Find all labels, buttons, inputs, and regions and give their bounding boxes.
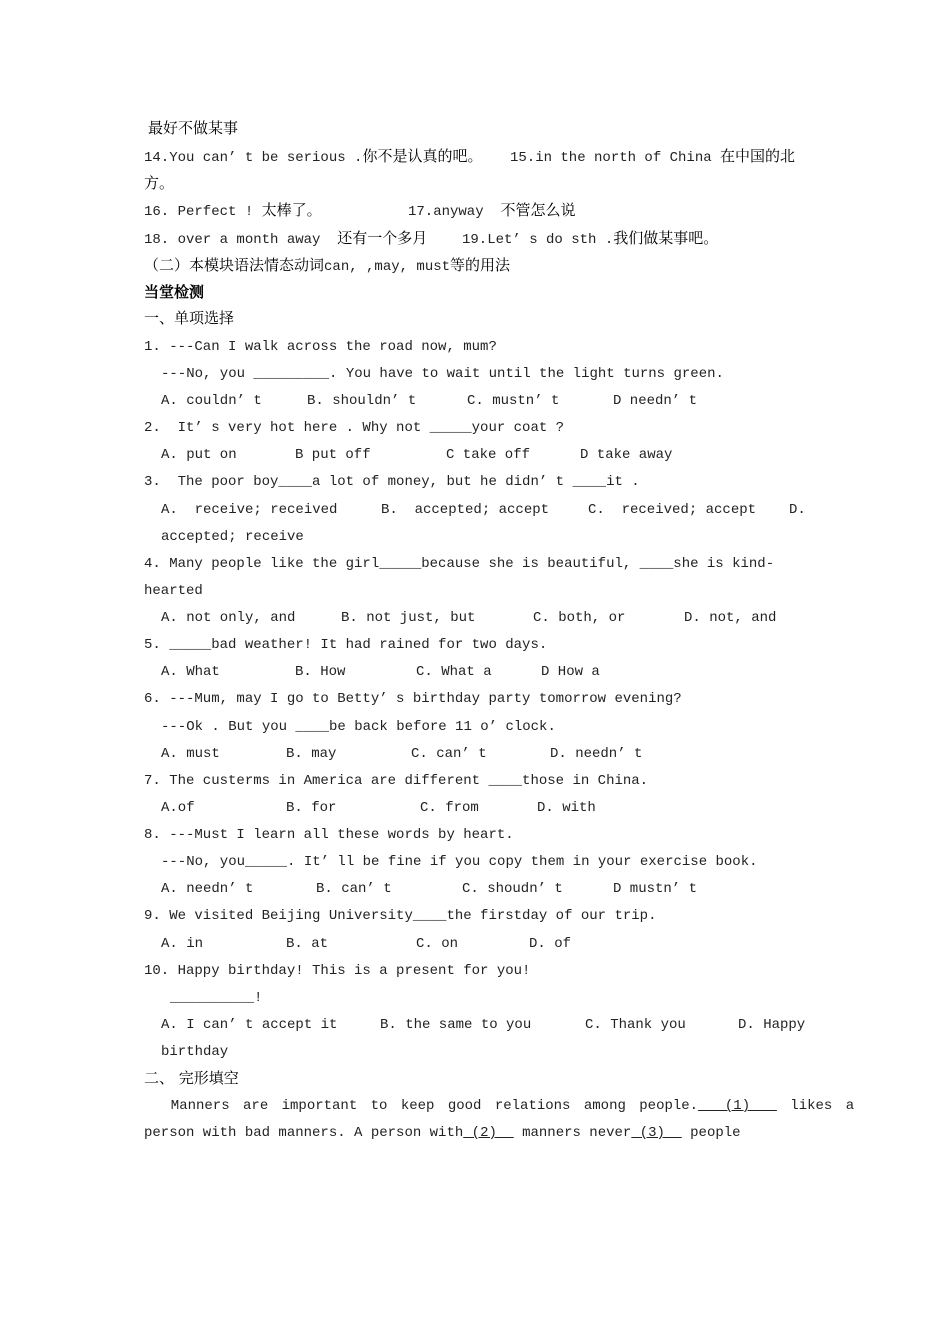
text: Manners are important to keep good relations among people. bbox=[144, 1098, 699, 1114]
question-5-option-B: B. How bbox=[295, 664, 346, 680]
question-9-option-D: D. of bbox=[529, 936, 572, 952]
question-2-option-A: A. put on bbox=[161, 447, 237, 463]
zh: 太棒了。 bbox=[261, 201, 322, 219]
question-6-option-B: B. may bbox=[286, 746, 337, 762]
question-8-text: 8. ---Must I learn all these words by heart. bbox=[144, 827, 514, 843]
question-6-option-D: D. needn’ t bbox=[550, 746, 643, 762]
vocab-18 bbox=[144, 229, 427, 249]
grammar-heading bbox=[144, 256, 510, 276]
cloze-line-1 bbox=[144, 1097, 854, 1115]
question-4-option-B: B. not just, but bbox=[341, 610, 476, 626]
section-1-heading: 一、单项选择 bbox=[144, 309, 235, 327]
blank-1: (1) bbox=[698, 1098, 777, 1114]
cloze-line-2 bbox=[144, 1124, 741, 1142]
question-10-option-A: A. I can’ t accept it bbox=[161, 1017, 338, 1033]
text: manners never bbox=[513, 1125, 632, 1141]
text: people bbox=[681, 1125, 741, 1141]
question-5-option-A: A. What bbox=[161, 664, 220, 680]
question-7-option-B: B. for bbox=[286, 800, 337, 816]
zh: （二）本模块语法情态动词 bbox=[144, 256, 325, 274]
vocab-15-cont: 方。 bbox=[144, 174, 175, 192]
question-8-text: ---No, you_____. It’ ll be fine if you copy them in your exercise book. bbox=[161, 854, 758, 870]
question-1-option-A: A. couldn’ t bbox=[161, 393, 262, 409]
question-4-text: 4. Many people like the girl_____because she is beautiful, ____she is kind- bbox=[144, 556, 775, 572]
question-2-text: 2. It’ s very hot here . Why not _____your coat ? bbox=[144, 420, 565, 436]
question-5-option-C: C. What a bbox=[416, 664, 492, 680]
section-2-heading: 二、 完形填空 bbox=[144, 1069, 239, 1087]
text: person with bad manners. A person with bbox=[144, 1125, 464, 1141]
question-3-text: 3. The poor boy____a lot of money, but he didn’ t ____it . bbox=[144, 474, 640, 490]
blank-3: (3) bbox=[631, 1125, 682, 1141]
question-6-option-C: C. can’ t bbox=[411, 746, 487, 762]
zh: 在中国的北 bbox=[720, 147, 796, 165]
en: 14.You can’ t be serious . bbox=[144, 150, 363, 166]
zh: 等的用法 bbox=[450, 256, 511, 274]
vocab-line: 最好不做某事 bbox=[148, 119, 239, 137]
question-9-option-C: C. on bbox=[416, 936, 459, 952]
question-8-option-A: A. needn’ t bbox=[161, 881, 254, 897]
en: 18. over a month away bbox=[144, 232, 321, 248]
question-3-option-B: B. accepted; accept bbox=[381, 502, 550, 518]
question-3-option-continued: accepted; receive bbox=[161, 529, 304, 545]
question-2-option-B: B put off bbox=[295, 447, 371, 463]
question-5-option-D: D How a bbox=[541, 664, 600, 680]
question-6-text: 6. ---Mum, may I go to Betty’ s birthday party tomorrow evening? bbox=[144, 691, 682, 707]
question-10-text: __________! bbox=[170, 990, 263, 1006]
zh: 你不是认真的吧。 bbox=[362, 147, 483, 165]
question-3-option-A: A. receive; received bbox=[161, 502, 338, 518]
question-1-option-B: B. shouldn’ t bbox=[307, 393, 417, 409]
vocab-19 bbox=[462, 229, 718, 249]
question-1-text: ---No, you _________. You have to wait until the light turns green. bbox=[161, 366, 724, 382]
en: 16. Perfect ! bbox=[144, 204, 254, 220]
en: 17.anyway bbox=[408, 204, 484, 220]
question-9-text: 9. We visited Beijing University____the firstday of our trip. bbox=[144, 908, 657, 924]
blank-2: (2) bbox=[463, 1125, 514, 1141]
question-3-option-C: C. received; accept bbox=[588, 502, 757, 518]
question-8-option-D: D mustn’ t bbox=[613, 881, 698, 897]
en: 15.in the north of China bbox=[510, 150, 712, 166]
question-4-option-C: C. both, or bbox=[533, 610, 626, 626]
question-9-option-B: B. at bbox=[286, 936, 329, 952]
zh: 还有一个多月 bbox=[337, 229, 428, 247]
question-2-option-C: C take off bbox=[446, 447, 531, 463]
question-7-text: 7. The custerms in America are different ____those in China. bbox=[144, 773, 649, 789]
question-3-option-D: D. bbox=[789, 502, 806, 518]
question-2-option-D: D take away bbox=[580, 447, 673, 463]
question-1-text: 1. ---Can I walk across the road now, mum? bbox=[144, 339, 497, 355]
question-4-text: hearted bbox=[144, 583, 203, 599]
question-4-option-A: A. not only, and bbox=[161, 610, 296, 626]
zh: 不管怎么说 bbox=[500, 201, 576, 219]
zh: 我们做某事吧。 bbox=[613, 229, 719, 247]
question-6-option-A: A. must bbox=[161, 746, 220, 762]
question-5-text: 5. _____bad weather! It had rained for two days. bbox=[144, 637, 548, 653]
text: likes a bbox=[776, 1098, 855, 1114]
question-7-option-D: D. with bbox=[537, 800, 596, 816]
question-10-option-D: D. Happy bbox=[738, 1017, 806, 1033]
question-10-option-B: B. the same to you bbox=[380, 1017, 532, 1033]
question-1-option-C: C. mustn’ t bbox=[467, 393, 560, 409]
question-8-option-C: C. shoudn’ t bbox=[462, 881, 563, 897]
question-1-option-D: D needn’ t bbox=[613, 393, 698, 409]
question-10-option-continued: birthday bbox=[161, 1044, 229, 1060]
question-7-option-A: A.of bbox=[161, 800, 195, 816]
section-title: 当堂检测 bbox=[144, 283, 205, 301]
vocab-14 bbox=[144, 147, 482, 167]
question-9-option-A: A. in bbox=[161, 936, 204, 952]
question-7-option-C: C. from bbox=[420, 800, 479, 816]
vocab-15 bbox=[510, 147, 795, 167]
question-4-option-D: D. not, and bbox=[684, 610, 777, 626]
en: 19.Let’ s do sth . bbox=[462, 232, 614, 248]
question-8-option-B: B. can’ t bbox=[316, 881, 392, 897]
question-10-option-C: C. Thank you bbox=[585, 1017, 686, 1033]
vocab-16 bbox=[144, 201, 322, 221]
en: can, ,may, must bbox=[324, 259, 451, 275]
question-10-text: 10. Happy birthday! This is a present for you! bbox=[144, 963, 531, 979]
vocab-17 bbox=[408, 201, 575, 221]
question-6-text: ---Ok . But you ____be back before 11 o’ clock. bbox=[161, 719, 556, 735]
